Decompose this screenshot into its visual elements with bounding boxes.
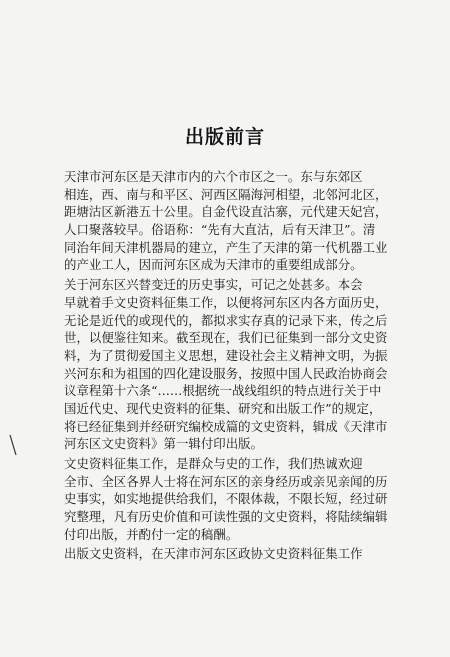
text-line: 河东区文史资料》第一辑付印出版。 [64,436,264,452]
body-text [64,168,394,563]
text-line: 相连，西、南与和平区、河西区隔海河相望，北邻河北区， [64,186,388,202]
paragraph-1 [64,168,394,274]
text-line: 关于河东区兴替变迁的历史事实，可记之处甚多。本会 [64,277,363,293]
text-line: 究整理，凡有历史价值和可读性强的文史资料，将陆续编辑 [64,509,388,525]
margin-mark [8,434,18,456]
text-line: 议章程第十六条“……根据统一战线组织的特点进行关于中 [64,383,382,399]
text-line: 同治年间天津机器局的建立，产生了天津的第一代机器工业 [64,239,388,255]
text-line: 无论是近代的或现代的，都拟求实存真的记录下来，传之后 [64,312,388,328]
page-title: 出版前言 [184,126,265,148]
text-line: 将已经征集到并经研究编校成篇的文史资料，辑成《天津市 [64,418,388,434]
text-line: 距塘沽区新港五十公里。自金代设直沽寨，元代建天妃宫， [64,204,388,220]
text-line: 史事实，如实地提供给我们，不限体裁，不限长短，经过研 [64,491,388,507]
text-line: 文史资料征集工作，是群众与史的工作，我们热诚欢迎 [64,456,363,471]
text-line: 兴河东和为祖国的四化建设服务，按照中国人民政治协商会 [64,365,388,381]
text-line: 人口聚落较早。俗语称：“先有大直沽，后有天津卫”。清 [64,222,376,238]
text-line: 的产业工人，因而河东区成为天津市的重要组成部分。 [64,257,363,273]
text-line: 出版文史资料，在天津市河东区政协文史资料征集工作 [64,546,363,562]
text-line: 世，以便鉴往知来。截至现在，我们已征集到一部分文史资 [64,330,388,346]
text-line: 付印出版，并酌付一定的稿酬。 [64,526,239,542]
text-line: 天津市河东区是天津市内的六个市区之一。东与东郊区 [64,169,363,184]
paragraph-2 [64,276,394,453]
text-line: 国近代史、现代史资料的征集、研究和出版工作”的规定， [64,400,382,416]
text-line: 料，为了贯彻爱国主义思想，建设社会主义精神文明，为振 [64,347,388,363]
text-line: 早就着手文史资料征集工作，以便将河东区内各方面历史， [64,294,388,310]
paragraph-4 [64,545,394,563]
paragraph-3 [64,455,394,543]
text-line: 全市、全区各界人士将在河东区的亲身经历或亲见亲闻的历 [64,473,388,489]
